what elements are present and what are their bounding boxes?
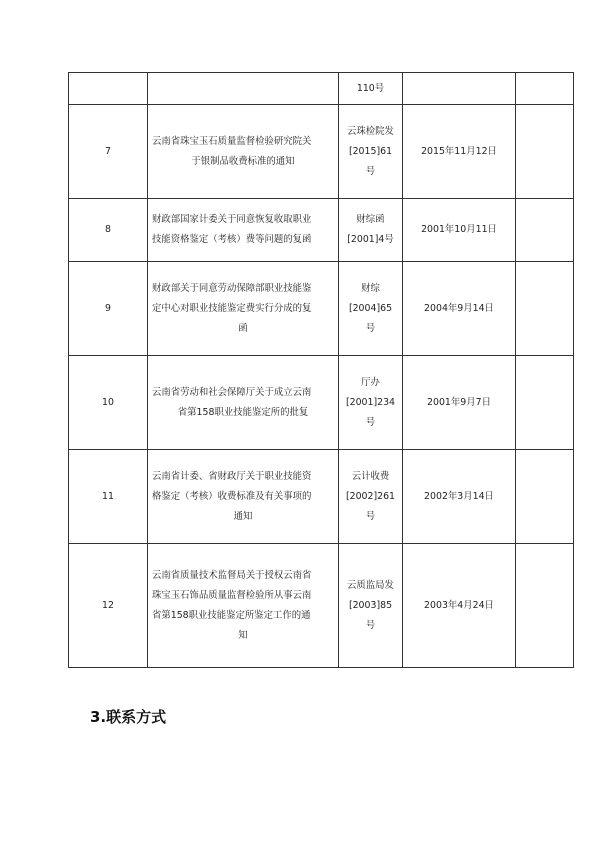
row-number: 10 [69,356,148,450]
document-number [339,544,403,668]
document-number [339,73,403,105]
document-number-line: 110号 [356,82,385,94]
document-title-line: 财政部关于同意劳动保障部职业技能鉴 [152,282,312,294]
document-number [339,450,403,544]
document-number-line: 号 [365,619,376,631]
document-title-line: 省第158职业技能鉴定所鉴定工作的通 [152,609,311,621]
document-title-line: 财政部国家计委关于同意恢复收取职业 [152,214,312,225]
section-heading-contact: 3.联系方式 [90,708,167,726]
document-title [148,544,339,668]
remarks [516,262,574,356]
table-row [69,105,574,199]
document-title-line: 省第158职业技能鉴定所的批复 [177,406,309,418]
issue-date: 2003年4月24日 [403,544,516,668]
row-number [69,73,148,105]
document-number-line: 厅办 [361,376,380,388]
document-number-line: 号 [365,165,376,177]
document-title-line: 云南省劳动和社会保障厅关于成立云南 [152,386,312,398]
issue-date: 2015年11月12日 [403,105,516,199]
issue-date: 2001年9月7日 [403,356,516,450]
document-number [339,199,403,262]
row-number: 9 [69,262,148,356]
remarks [516,356,574,450]
issue-date: 2002年3月14日 [403,450,516,544]
document-number-line: 号 [365,510,376,522]
document-number [339,262,403,356]
document-title-line: 通知 [233,510,253,522]
document-title [148,105,339,199]
document-number-line: 号 [365,322,376,334]
document-title [148,356,339,450]
remarks [516,73,574,105]
document-number-line: 财综 [361,282,380,294]
table-row [69,73,574,105]
remarks [516,105,574,199]
document-number [339,356,403,450]
document-number-line: [2015]61 [348,145,393,157]
table-row [69,199,574,262]
remarks [516,450,574,544]
document-number-line: [2001]234 [345,396,396,408]
table-row [69,544,574,668]
document-title-line: 于银制品收费标准的通知 [191,155,295,167]
document-title [148,199,339,262]
document-number-line: 财综函 [356,214,385,225]
table-row [69,450,574,544]
issue-date [403,73,516,105]
document-title-line: 云南省计委、省财政厅关于职业技能资 [152,470,312,482]
regulations-table [68,72,574,668]
row-number: 7 [69,105,148,199]
document-title-line: 定中心对职业技能鉴定费实行分成的复 [152,302,312,314]
document-number [339,105,403,199]
document-number-line: [2003]85 [348,599,393,611]
document-title-line: 云南省质量技术监督局关于授权云南省 [152,569,312,581]
row-number: 12 [69,544,148,668]
table-row [69,262,574,356]
document-number-line: [2002]261 [345,490,396,502]
row-number: 8 [69,199,148,262]
document-number-line: 云计收费 [351,470,390,482]
document-number-line: 云质监局发 [347,579,394,591]
issue-date: 2004年9月14日 [403,262,516,356]
document-title [148,73,339,105]
document-title-line: 知 [238,629,248,641]
document-number-line: 号 [365,416,376,428]
document-title [148,450,339,544]
document-title-line: 技能资格鉴定（考核）费等问题的复函 [152,234,312,245]
document-title [148,262,339,356]
document-number-line: 云珠检院发 [347,125,394,137]
remarks [516,544,574,668]
table-row [69,356,574,450]
remarks [516,199,574,262]
document-title-line: 格鉴定（考核）收费标准及有关事项的 [152,490,312,502]
document-title-line: 珠宝玉石饰品质量监督检验所从事云南 [152,589,312,601]
row-number: 11 [69,450,148,544]
document-number-line: [2001]4号 [347,234,394,245]
document-title-line: 函 [238,322,248,334]
document-title-line: 云南省珠宝玉石质量监督检验研究院关 [152,135,312,147]
document-number-line: [2004]65 [348,302,393,314]
issue-date: 2001年10月11日 [403,199,516,262]
